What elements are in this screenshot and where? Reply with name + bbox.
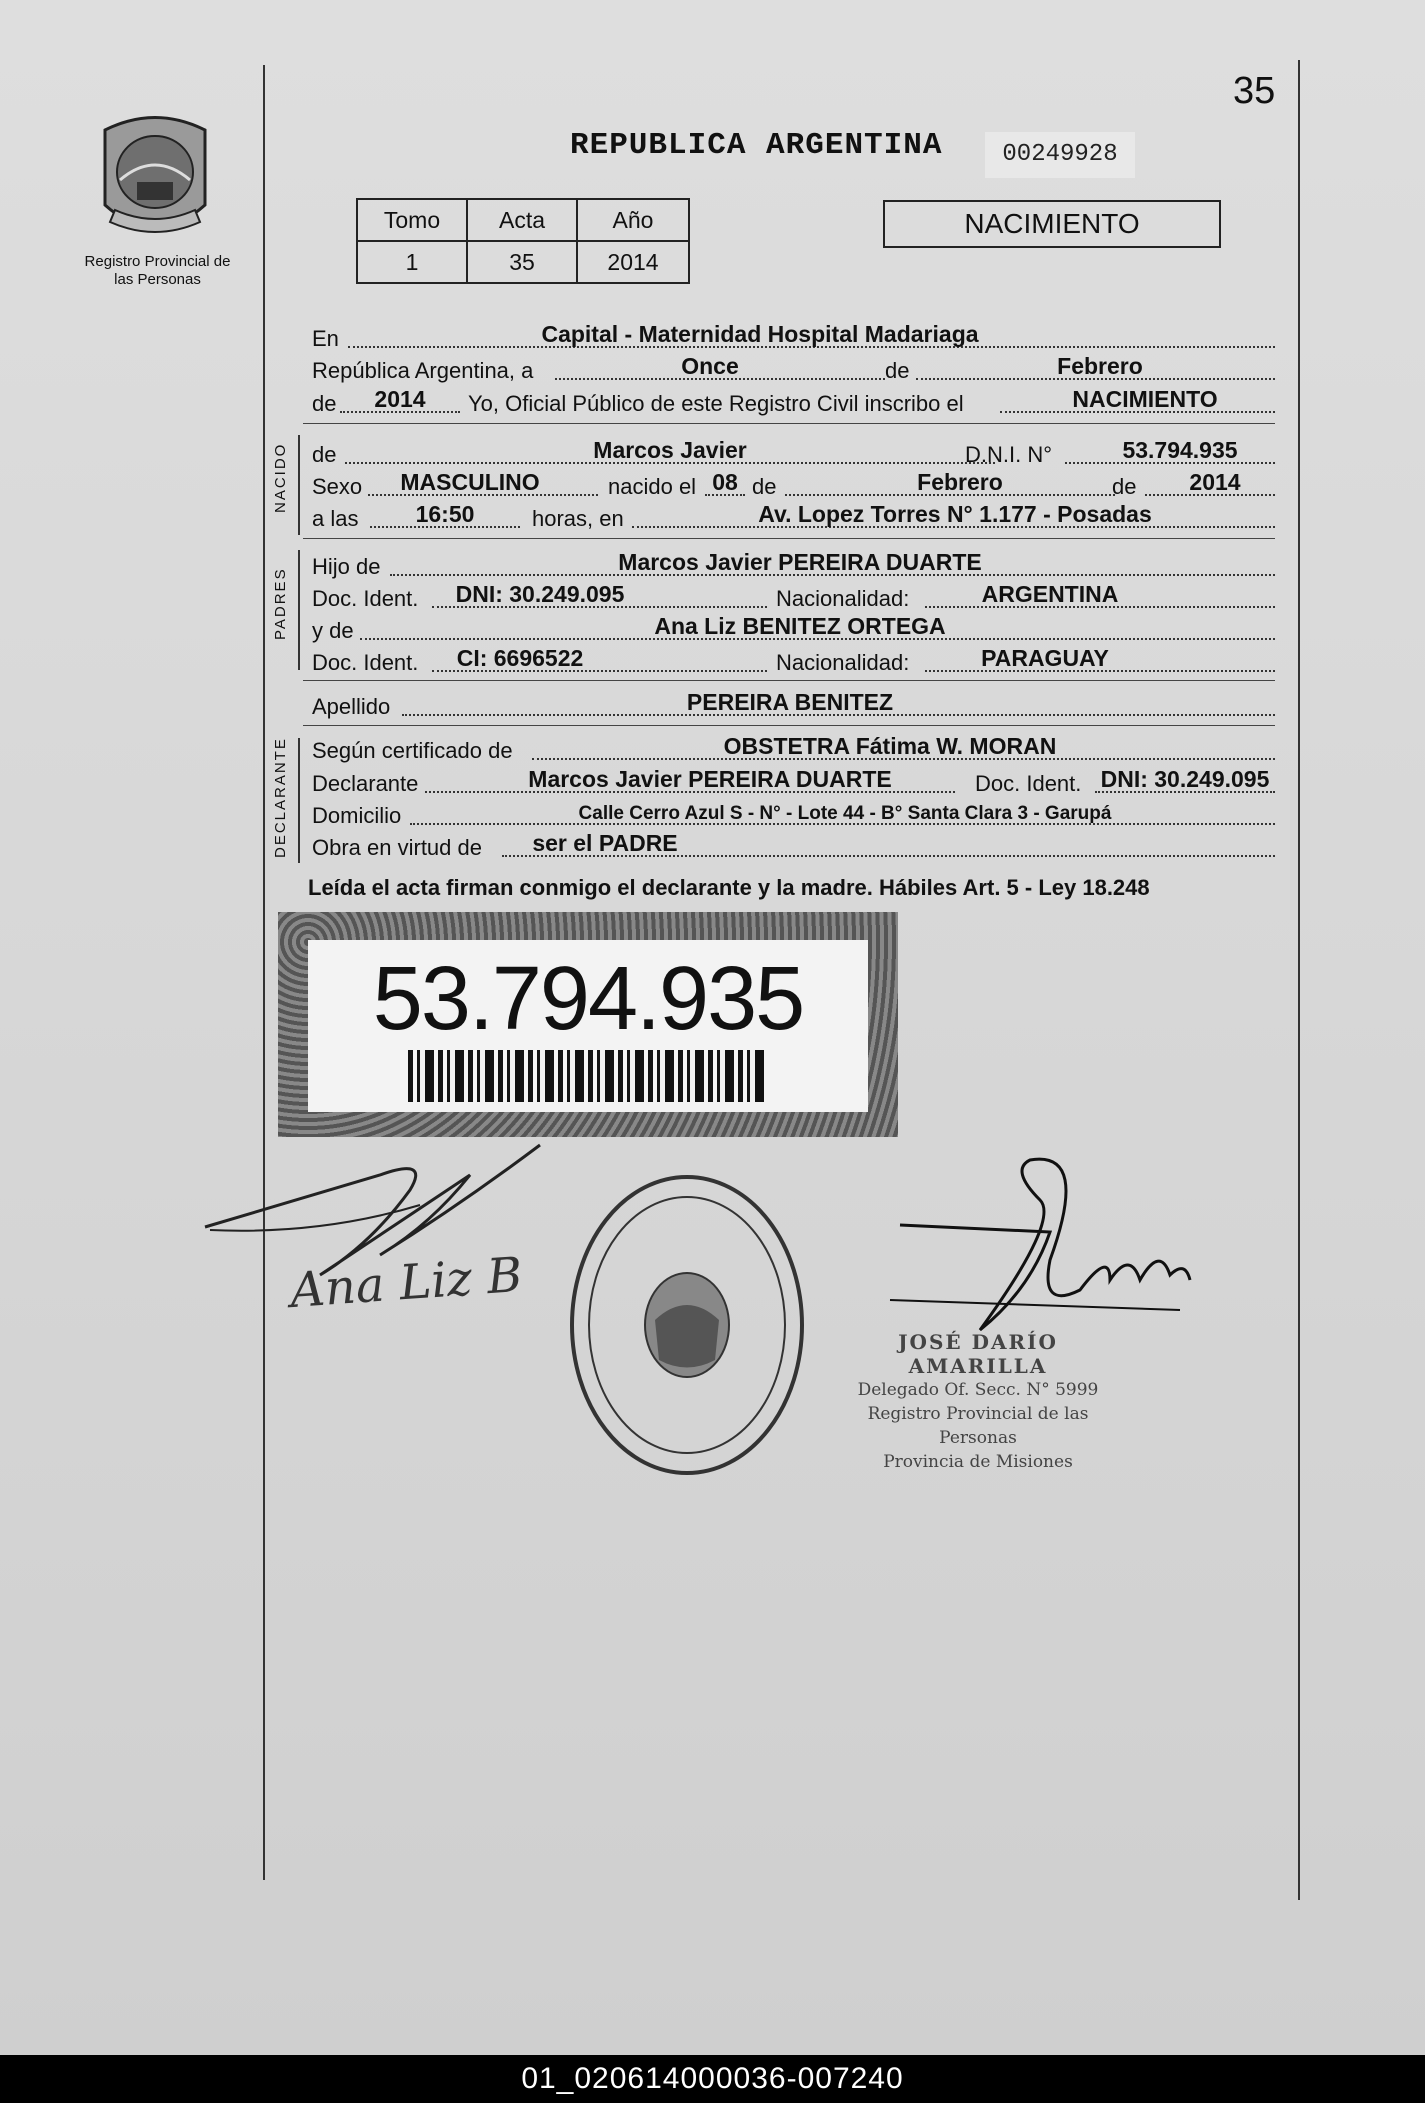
month-value: Febrero xyxy=(1057,353,1143,379)
birth-time-value: 16:50 xyxy=(415,501,475,527)
de-label-1: de xyxy=(885,358,910,383)
section-rule-4 xyxy=(303,725,1275,726)
nacido-side-bar xyxy=(298,435,300,535)
barcode xyxy=(408,1050,768,1102)
father-doc-label: Doc. Ident. xyxy=(312,586,419,611)
act-type-box: NACIMIENTO xyxy=(883,200,1221,248)
registry-table xyxy=(356,198,690,284)
declarant-doc-value: DNI: 30.249.095 xyxy=(1100,766,1270,792)
dni-sticker-inner xyxy=(308,940,868,1112)
declarante-label: Declarante xyxy=(312,771,419,796)
padres-side-bar xyxy=(298,550,300,670)
father-doc-line xyxy=(310,580,1275,614)
birth-day-value: 08 xyxy=(712,469,738,495)
nacido-de2-label: de xyxy=(752,474,777,499)
section-rule-1 xyxy=(303,423,1275,424)
birth-year-value: 2014 xyxy=(1189,469,1241,495)
surname-line xyxy=(310,688,1275,722)
official-province: Provincia de Misiones xyxy=(883,1452,1073,1472)
padres-section-label: PADRES xyxy=(272,567,289,640)
mother-nat-label: Nacionalidad: xyxy=(776,650,910,675)
registry-value-ano: 2014 xyxy=(577,241,689,283)
child-name-value: Marcos Javier xyxy=(593,437,747,463)
certificate-line xyxy=(310,732,1275,766)
misiones-coat-of-arms-logo xyxy=(95,110,215,250)
official-org: Registro Provincial de las Personas xyxy=(867,1404,1089,1448)
domicilio-label: Domicilio xyxy=(312,803,402,828)
day-words-value: Once xyxy=(681,353,739,379)
right-margin-rule xyxy=(1298,60,1300,1900)
nacido-de-label: de xyxy=(312,442,337,467)
serial-number: 00249928 xyxy=(985,132,1135,178)
apellido-label: Apellido xyxy=(312,694,391,719)
birth-month-value: Febrero xyxy=(917,469,1003,495)
en-label: En xyxy=(312,326,339,351)
republica-label: República Argentina, a xyxy=(312,358,534,383)
horas-en-label: horas, en xyxy=(532,506,624,531)
registry-header-ano: Año xyxy=(577,199,689,241)
nacido-de3-label: de xyxy=(1112,474,1137,499)
obra-label: Obra en virtud de xyxy=(312,835,482,860)
father-line xyxy=(310,548,1275,582)
declarant-name-value: Marcos Javier PEREIRA DUARTE xyxy=(528,766,892,792)
dni-sticker xyxy=(278,912,898,1137)
declarant-line xyxy=(310,765,1275,799)
sexo-value: MASCULINO xyxy=(400,469,540,495)
mother-signature: Ana Liz B xyxy=(288,1246,525,1320)
mother-doc-label: Doc. Ident. xyxy=(312,650,419,675)
hijo-de-label: Hijo de xyxy=(312,554,381,579)
declarante-section-label: DECLARANTE xyxy=(272,737,289,858)
section-rule-2 xyxy=(303,538,1275,539)
registry-value-tomo: 1 xyxy=(357,241,467,283)
y-de-label: y de xyxy=(312,618,354,643)
civil-registry-seal xyxy=(565,1170,810,1480)
registry-header-acta: Acta xyxy=(467,199,577,241)
official-stamp xyxy=(828,1330,1128,1474)
yo-text: Yo, Oficial Público de este Registro Civil inscribo el xyxy=(468,391,964,416)
registry-logo-label: Registro Provincial de las Personas xyxy=(84,253,231,288)
date-line xyxy=(310,352,1275,386)
sexo-label: Sexo xyxy=(312,474,363,499)
birth-address-value: Av. Lopez Torres N° 1.177 - Posadas xyxy=(758,501,1152,527)
document-id-bar: 01_020614000036-007240 xyxy=(0,2055,1425,2103)
name-line xyxy=(310,436,1275,470)
place-line xyxy=(310,320,1275,354)
registry-header-tomo: Tomo xyxy=(357,199,467,241)
official-signature xyxy=(880,1150,1200,1350)
domicilio-value: Calle Cerro Azul S - N° - Lote 44 - B° Santa Clara 3 - Garupá xyxy=(578,803,1112,824)
year-value: 2014 xyxy=(374,386,426,412)
time-line xyxy=(310,500,1275,534)
registry-value-acta: 35 xyxy=(467,241,577,283)
father-name-value: Marcos Javier PEREIRA DUARTE xyxy=(618,549,982,575)
nacido-el-label: nacido el xyxy=(608,474,697,499)
mother-doc-line xyxy=(310,644,1275,678)
father-nat-label: Nacionalidad: xyxy=(776,586,910,611)
capacity-line xyxy=(310,829,1275,863)
left-margin-rule xyxy=(263,65,265,1880)
sex-line xyxy=(310,468,1275,502)
obra-value: ser el PADRE xyxy=(532,830,678,856)
section-rule-3 xyxy=(303,680,1275,681)
official-name: JOSÉ DARÍO AMARILLA xyxy=(898,1330,1058,1378)
sticker-dni-number: 53.794.935 xyxy=(372,949,804,1049)
mother-doc-value: CI: 6696522 xyxy=(456,645,584,671)
nacido-section-label: NACIDO xyxy=(272,442,289,513)
mother-name-value: Ana Liz BENITEZ ORTEGA xyxy=(654,613,946,639)
declarante-side-bar xyxy=(298,738,300,863)
child-dni-value: 53.794.935 xyxy=(1122,437,1238,463)
apellido-value: PEREIRA BENITEZ xyxy=(686,689,894,715)
father-nat-value: ARGENTINA xyxy=(981,581,1119,607)
document-title: REPUBLICA ARGENTINA xyxy=(570,128,943,163)
place-value: Capital - Maternidad Hospital Madariaga xyxy=(541,321,979,347)
domicile-line xyxy=(310,797,1275,831)
signing-note: Leída el acta firman conmigo el declarante y la madre. Hábiles Art. 5 - Ley 18.248 xyxy=(308,875,1150,900)
cert-value: OBSTETRA Fátima W. MORAN xyxy=(723,733,1057,759)
dni-label: D.N.I. N° xyxy=(965,442,1053,467)
declarant-doc-label: Doc. Ident. xyxy=(975,771,1082,796)
official-role: Delegado Of. Secc. N° 5999 xyxy=(857,1380,1099,1400)
mother-nat-value: PARAGUAY xyxy=(981,645,1109,671)
a-las-label: a las xyxy=(312,506,359,531)
act-type-value: NACIMIENTO xyxy=(1072,386,1218,412)
father-doc-value: DNI: 30.249.095 xyxy=(455,581,625,607)
page-number: 35 xyxy=(1233,70,1276,112)
mother-line xyxy=(310,612,1275,646)
cert-label: Según certificado de xyxy=(312,738,513,763)
year-line xyxy=(310,385,1275,419)
de-label-2: de xyxy=(312,391,337,416)
